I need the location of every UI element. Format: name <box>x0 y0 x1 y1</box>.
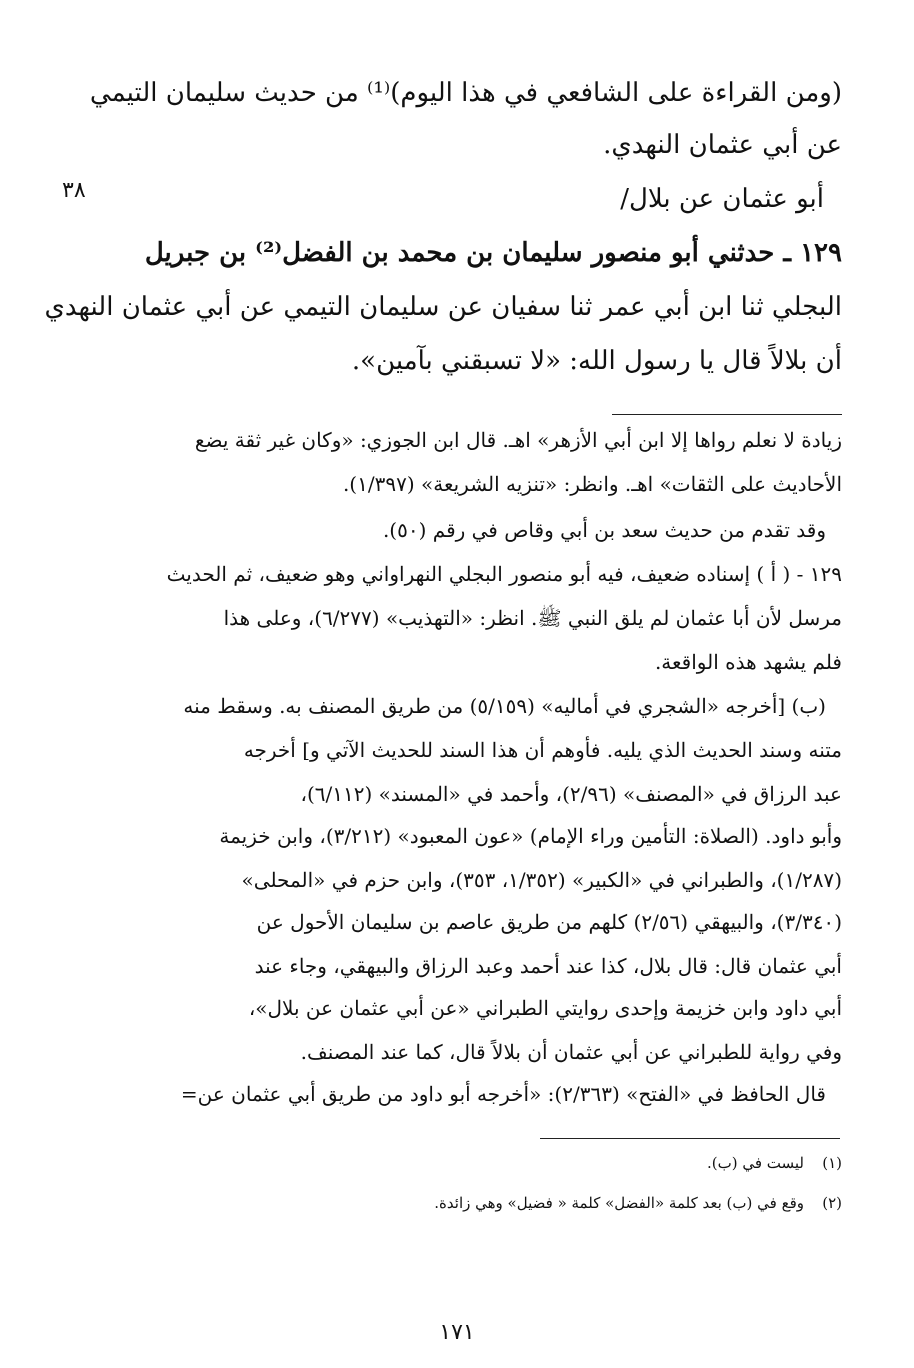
footnote-2 <box>0 1194 914 1218</box>
note-line-8: متنه وسند الحديث الذي يليه. فأوهم أن هذا السند للحديث الآتي و] أخرجه <box>243 738 842 762</box>
side-page-number: ٣٨ <box>62 178 86 203</box>
note-line-13: أبي عثمان قال: قال بلال، كذا عند أحمد وعبد الرزاق والبيهقي، وجاء عند <box>254 954 842 978</box>
note-line-3: وقد تقدم من حديث سعد بن أبي وقاص في رقم (٥٠). <box>382 518 826 542</box>
footnote-number: (١) <box>822 1154 842 1172</box>
main-line-6: أن بلالاً قال يا رسول الله: «لا تسبقني بآمين». <box>351 346 842 376</box>
footnote-text: وقع في (ب) بعد كلمة «الفضل» كلمة « فضيل» وهي زائدة. <box>434 1194 804 1212</box>
note-line-5: مرسل لأن أبا عثمان لم يلق النبي ﷺ. انظر: «التهذيب» (٦/٢٧٧)، وعلى هذا <box>223 606 842 630</box>
page-number: ١٧١ <box>439 1320 475 1345</box>
notes-separator <box>612 414 842 415</box>
main-line-5: البجلي ثنا ابن أبي عمر ثنا سفيان عن سليمان التيمي عن أبي عثمان النهدي <box>44 292 842 322</box>
note-line-16: قال الحافظ في «الفتح» (٢/٣٦٣): «أخرجه أبو داود من طريق أبي عثمان عن= <box>180 1082 826 1106</box>
note-line-7: (ب) [أخرجه «الشجري في أماليه» (٥/١٥٩) من طريق المصنف به. وسقط منه <box>183 694 826 718</box>
note-line-4: ١٢٩ - ( أ ) إسناده ضعيف، فيه أبو منصور البجلي النهراواني وهو ضعيف، ثم الحديث <box>166 562 842 586</box>
main-line-1: (ومن القراءة على الشافعي في هذا اليوم)⁽¹⁾ من حديث سليمان التيمي <box>89 78 842 108</box>
note-line-6: فلم يشهد هذه الواقعة. <box>654 650 842 674</box>
note-line-10: وأبو داود. (الصلاة: التأمين وراء الإمام) «عون المعبود» (٣/٢١٢)، وابن خزيمة <box>219 824 842 848</box>
footnote-text: ليست في (ب). <box>706 1154 804 1172</box>
main-line-3: أبو عثمان عن بلال/ <box>620 184 824 214</box>
note-line-15: وفي رواية للطبراني عن أبي عثمان أن بلالاً قال، كما عند المصنف. <box>300 1040 842 1064</box>
main-line-2: عن أبي عثمان النهدي. <box>603 130 842 160</box>
note-line-11: (١/٢٨٧)، والطبراني في «الكبير» (١/٣٥٢، ٣٥٣)، وابن حزم في «المحلى» <box>241 868 842 892</box>
footnotes-separator <box>540 1138 840 1139</box>
note-line-12: (٣/٣٤٠)، والبيهقي (٢/٥٦) كلهم من طريق عاصم بن سليمان الأحول عن <box>256 910 842 934</box>
main-line-4: ١٢٩ ـ حدثني أبو منصور سليمان بن محمد بن الفضل⁽²⁾ بن جبريل <box>144 238 842 268</box>
note-line-9: عبد الرزاق في «المصنف» (٢/٩٦)، وأحمد في «المسند» (٦/١١٢)، <box>300 782 842 806</box>
footnote-1 <box>0 1154 914 1178</box>
note-line-2: الأحاديث على الثقات» اهـ. وانظر: «تنزيه الشريعة» (١/٣٩٧). <box>342 472 842 496</box>
note-line-14: أبي داود وابن خزيمة وإحدى روايتي الطبراني «عن أبي عثمان عن بلال»، <box>248 996 842 1020</box>
note-line-1: زيادة لا نعلم رواها إلا ابن أبي الأزهر» اهـ. قال ابن الجوزي: «وكان غير ثقة يضع <box>194 428 842 452</box>
footnote-number: (٢) <box>822 1194 842 1212</box>
